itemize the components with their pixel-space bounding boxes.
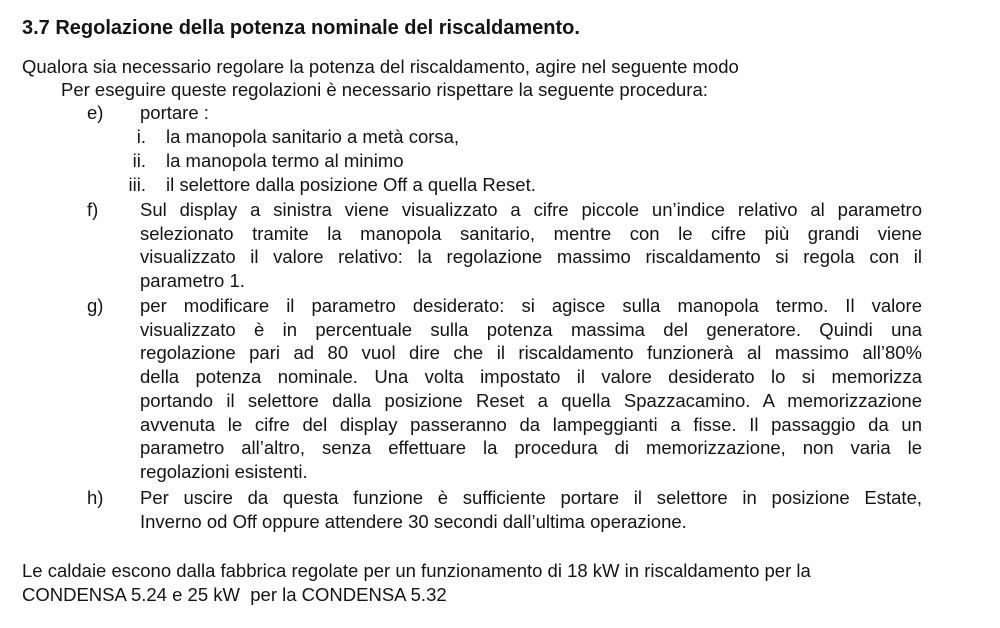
step-f-label: f) bbox=[87, 199, 99, 220]
step-g-line: avvenuta le cifre del display passeranno da lampeggianti a fisse. Il passaggio da un bbox=[140, 413, 922, 435]
step-e-label: e) bbox=[87, 102, 104, 123]
step-e-text: portare : bbox=[140, 102, 209, 123]
step-f-line: parametro 1. bbox=[140, 270, 245, 292]
subitem-text: la manopola termo al minimo bbox=[166, 150, 404, 171]
closing-line-1: Le caldaie escono dalla fabbrica regolate per un funzionamento di 18 kW in riscaldamento per la bbox=[22, 560, 811, 581]
step-f-line: visualizzato il valore relativo: la regolazione massimo riscaldamento si regola con il bbox=[140, 246, 922, 268]
closing-line-2: CONDENSA 5.24 e 25 kW per la CONDENSA 5.32 bbox=[22, 583, 447, 605]
subitem-text: il selettore dalla posizione Off a quella Reset. bbox=[166, 174, 536, 195]
step-g-line: della potenza nominale. Una volta impostato il valore desiderato lo si memorizza bbox=[140, 366, 922, 388]
step-f-body bbox=[140, 198, 922, 293]
step-h-label: h) bbox=[87, 487, 104, 508]
step-g-label: g) bbox=[87, 295, 104, 316]
section-title: 3.7 Regolazione della potenza nominale del riscaldamento. bbox=[22, 17, 580, 39]
subitem-text: la manopola sanitario a metà corsa, bbox=[166, 126, 460, 147]
step-g-line: parametro all’altro, senza effettuare la procedura di memorizzazione, non varia le bbox=[140, 437, 922, 459]
intro-line-1: Qualora sia necessario regolare la potenza del riscaldamento, agire nel seguente modo bbox=[22, 56, 739, 77]
closing-paragraph bbox=[22, 559, 922, 606]
step-f-line: Sul display a sinistra viene visualizzato a cifre piccole un’indice relativo al parametro bbox=[140, 199, 922, 220]
subitem-number: ii. bbox=[132, 150, 146, 171]
step-g-body bbox=[140, 294, 922, 484]
step-f-line: selezionato tramite la manopola sanitario, mentre con le cifre più grandi viene bbox=[140, 222, 922, 244]
step-g-line: regolazione pari ad 80 vuol dire che il riscaldamento funzionerà al massimo all’80% bbox=[140, 342, 922, 364]
step-h-line: Inverno od Off oppure attendere 30 secondi dall’ultima operazione. bbox=[140, 510, 687, 532]
subitem-number: i. bbox=[136, 126, 146, 147]
step-h-body bbox=[140, 486, 922, 533]
step-g-line: visualizzato è in percentuale sulla potenza massima del generatore. Quindi una bbox=[140, 318, 922, 340]
step-g-line: portando il selettore dalla posizione Reset a quella Spazzacamino. A memorizzazione bbox=[140, 389, 922, 411]
step-h-line: Per uscire da questa funzione è sufficiente portare il selettore in posizione Estate, bbox=[140, 487, 922, 508]
subitem-number: iii. bbox=[128, 174, 146, 195]
intro-line-2: Per eseguire queste regolazioni è necessario rispettare la seguente procedura: bbox=[61, 79, 708, 100]
step-g-line: per modificare il parametro desiderato: si agisce sulla manopola termo. Il valore bbox=[140, 295, 922, 316]
step-g-line: regolazioni esistenti. bbox=[140, 460, 308, 482]
